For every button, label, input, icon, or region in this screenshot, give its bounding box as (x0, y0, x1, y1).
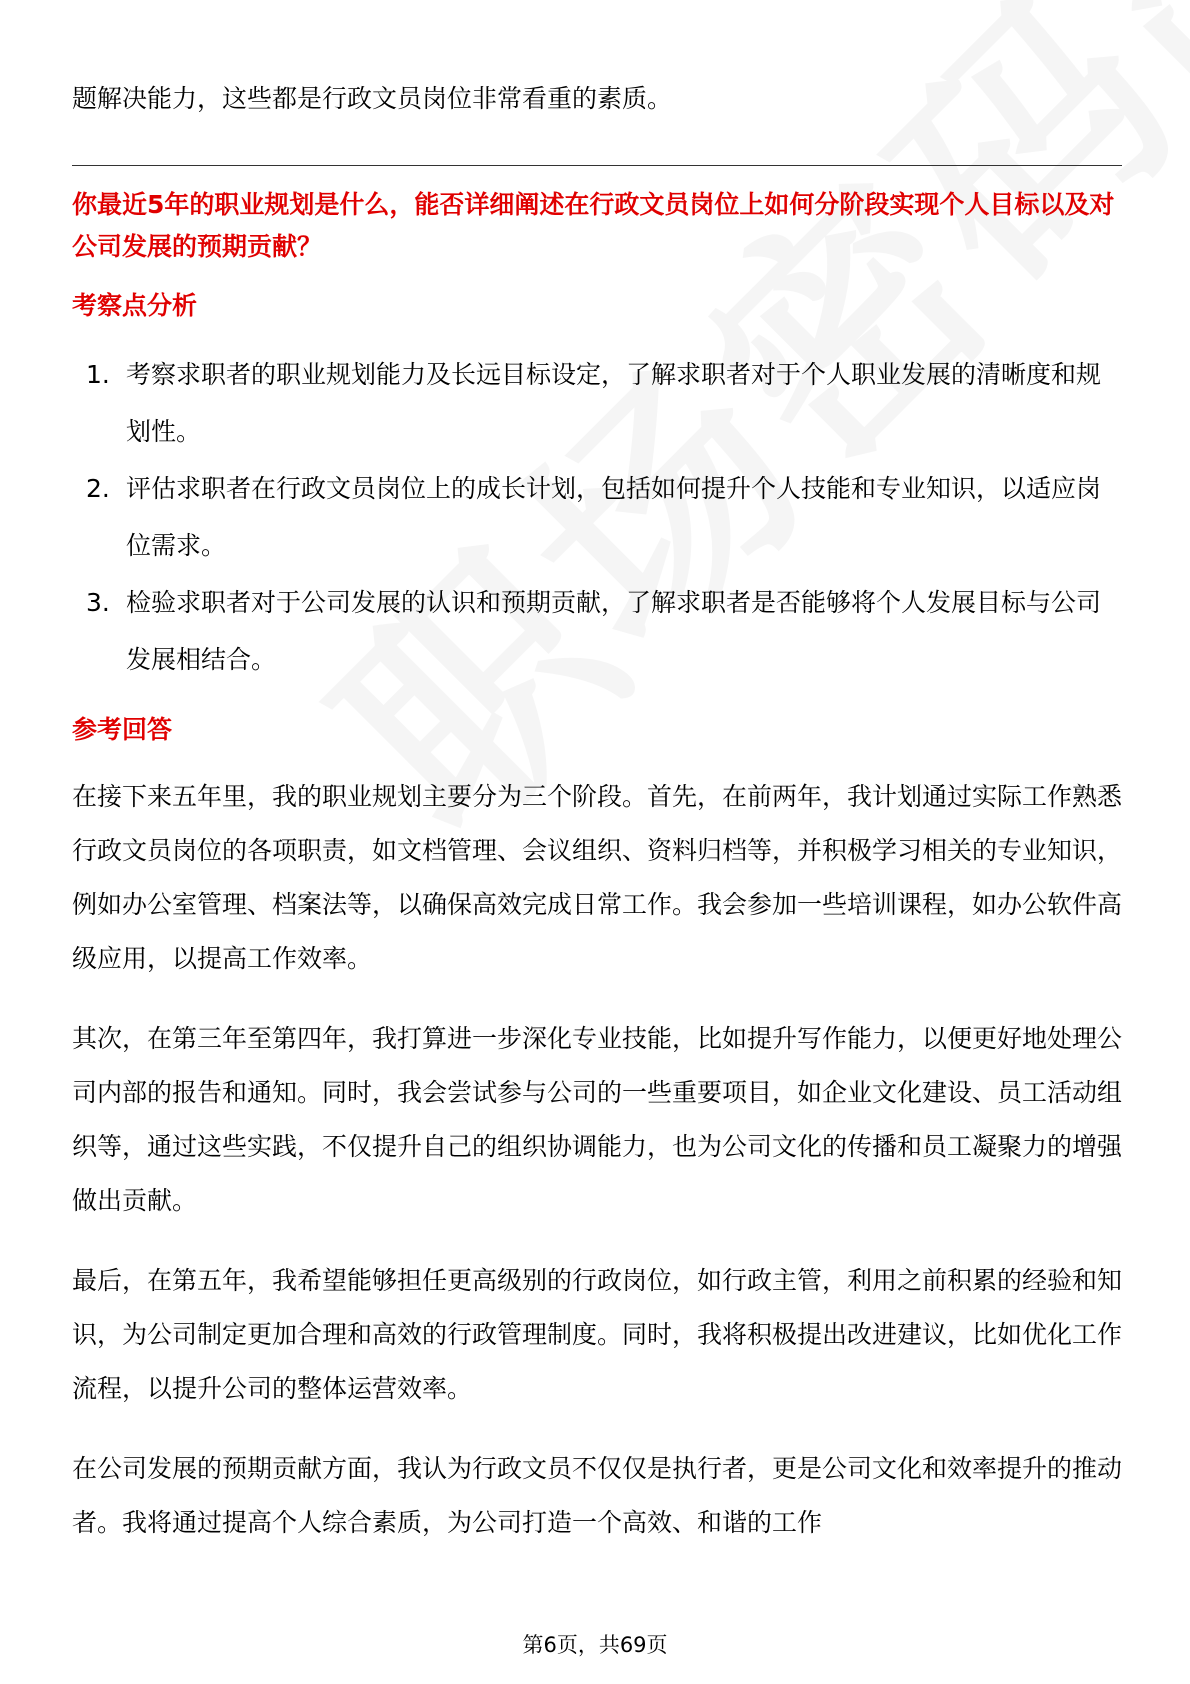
list-item-text: 检验求职者对于公司发展的认识和预期贡献，了解求职者是否能够将个人发展目标与公司发展相结合。 (126, 588, 1102, 674)
answer-paragraph: 最后，在第五年，我希望能够担任更高级别的行政岗位，如行政主管，利用之前积累的经验和知识，为公司制定更加合理和高效的行政管理制度。同时，我将积极提出改进建议，比如优化工作流程，以提升公司的整体运营效率。 (72, 1266, 1123, 1403)
answer-paragraph: 在接下来五年里，我的职业规划主要分为三个阶段。首先，在前两年，我计划通过实际工作熟悉行政文员岗位的各项职责，如文档管理、会议组织、资料归档等，并积极学习相关的专业知识，例如办公室管理、档案法等，以确保高效完成日常工作。我会参加一些培训课程，如办公软件高级应用，以提高工作效率。 (72, 782, 1123, 973)
continuation-text: 题解决能力，这些都是行政文员岗位非常看重的素质。 (72, 84, 673, 113)
answer-heading: 参考回答 (72, 715, 173, 744)
list-item-text: 评估求职者在行政文员岗位上的成长计划，包括如何提升个人技能和专业知识，以适应岗位需求。 (126, 474, 1102, 560)
page-number-footer: 第6页，共69页 (522, 1633, 668, 1657)
interview-question: 你最近5年的职业规划是什么，能否详细阐述在行政文员岗位上如何分阶段实现个人目标以及对公司发展的预期贡献？ (72, 190, 1115, 261)
analysis-list (72, 346, 1122, 688)
list-item (72, 346, 1122, 460)
answer-paragraph: 在公司发展的预期贡献方面，我认为行政文员不仅仅是执行者，更是公司文化和效率提升的推动者。我将通过提高个人综合素质，为公司打造一个高效、和谐的工作 (72, 1454, 1123, 1537)
list-number: 3. (86, 588, 110, 617)
list-item-text: 考察求职者的职业规划能力及长远目标设定，了解求职者对于个人职业发展的清晰度和规划性。 (126, 360, 1102, 446)
list-item (72, 574, 1122, 688)
analysis-heading: 考察点分析 (72, 291, 198, 320)
list-number: 2. (86, 474, 110, 503)
page-content (72, 70, 1122, 1576)
list-number: 1. (86, 360, 110, 389)
answer-paragraph: 其次，在第三年至第四年，我打算进一步深化专业技能，比如提升写作能力，以便更好地处理公司内部的报告和通知。同时，我会尝试参与公司的一些重要项目，如企业文化建设、员工活动组织等，通过这些实践，不仅提升自己的组织协调能力，也为公司文化的传播和员工凝聚力的增强做出贡献。 (72, 1024, 1123, 1215)
section-divider (72, 165, 1122, 166)
list-item (72, 460, 1122, 574)
